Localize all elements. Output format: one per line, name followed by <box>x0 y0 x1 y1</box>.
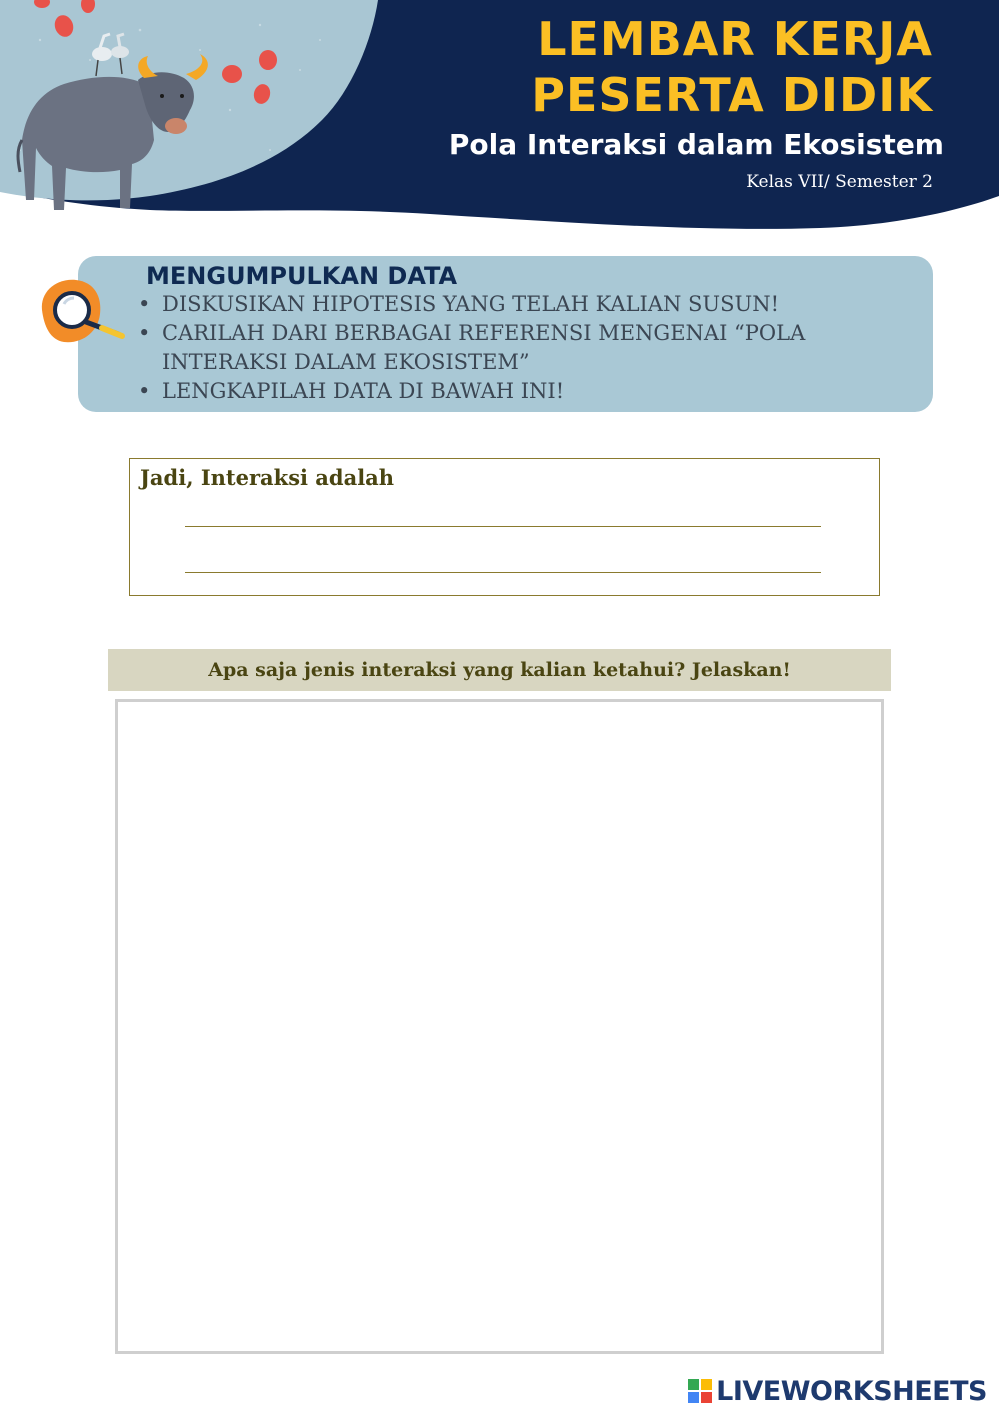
list-item: • LENGKAPILAH DATA DI BAWAH INI! <box>136 377 926 406</box>
magnifier-icon <box>38 276 130 348</box>
liveworksheets-logo-icon <box>688 1379 712 1403</box>
title-line-1: LEMBAR KERJA <box>537 12 933 66</box>
title-line-2: PESERTA DIDIK <box>531 68 933 122</box>
question-bar <box>108 649 891 691</box>
list-item: • DISKUSIKAN HIPOTESIS YANG TELAH KALIAN SUSUN! <box>136 290 926 319</box>
info-heading: MENGUMPULKAN DATA <box>146 262 458 290</box>
answer-label: Jadi, Interaksi adalah <box>140 465 395 490</box>
worksheet-subtitle: Pola Interaksi dalam Ekosistem <box>448 128 944 161</box>
info-list <box>136 290 926 406</box>
question-text: Apa saja jenis interaksi yang kalian ketahui? Jelaskan! <box>208 659 791 681</box>
logo-text: LIVEWORKSHEETS <box>716 1375 987 1407</box>
answer-area[interactable] <box>115 699 884 1354</box>
answer-input-line[interactable] <box>185 526 821 527</box>
grade-semester: Kelas VII/ Semester 2 <box>746 172 933 192</box>
answer-input-line[interactable] <box>185 572 821 573</box>
liveworksheets-logo <box>688 1376 987 1406</box>
list-item: • CARILAH DARI BERBAGAI REFERENSI MENGENAI “POLA INTERAKSI DALAM EKOSISTEM” <box>136 319 926 377</box>
answer-box <box>129 458 880 596</box>
